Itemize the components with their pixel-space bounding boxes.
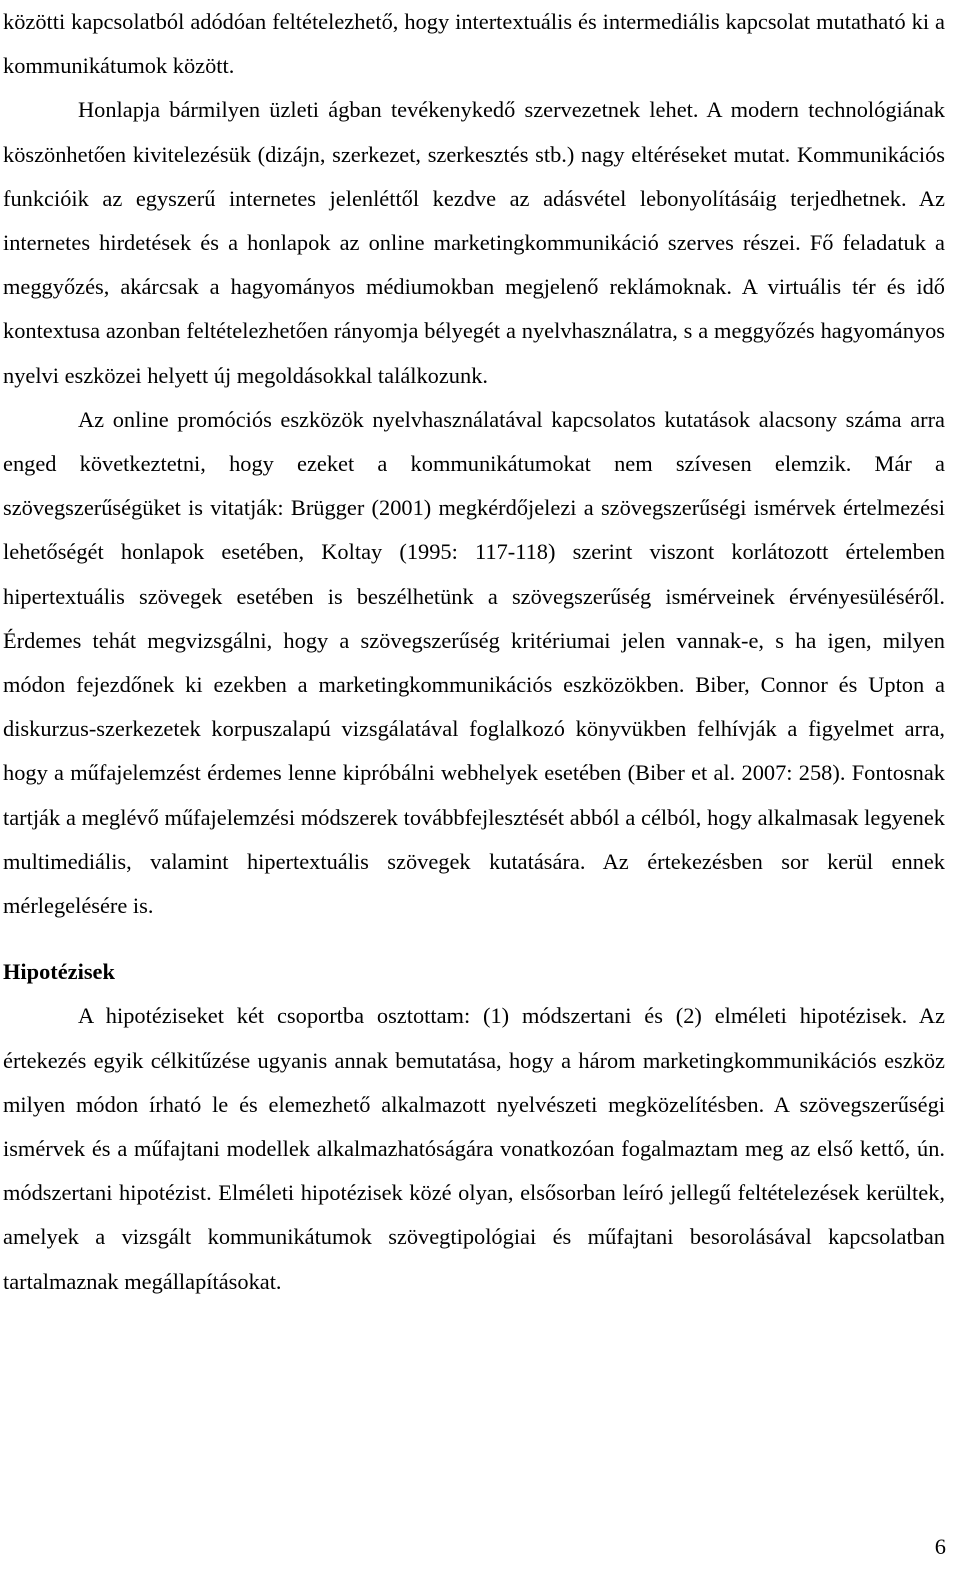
page-number: 6 — [934, 1534, 946, 1559]
section-heading: Hipotézisek — [3, 959, 115, 985]
document-body — [3, 0, 945, 1304]
paragraph-websites: Honlapja bármilyen üzleti ágban tevékenykedő szervezetnek lehet. A modern technológiának köszönhetően kivitelezésük (dizájn, szerkezet, szerkesztés stb.) nagy eltéréseket mutat. Kommunikációs funkcióik az egyszerű internetes jelenléttől kezdve az adásvétel lebonyolításáig terjedhetnek. Az internetes hirdetések és a honlapok az online marketingkommunikáció szerves részei. Fő feladatuk a meggyőzés, akárcsak a hagyományos médiumokban megjelenő reklámoknak. A virtuális tér és idő kontextusa azonban feltételezhetően rányomja bélyegét a nyelvhasználatra, s a meggyőzés hagyományos nyelvi eszközei helyett új megoldásokkal találkozunk. — [3, 97, 945, 388]
paragraph-continuation: közötti kapcsolatból adódóan feltételezhető, hogy intertextuális és intermediális kapcsolat mutatható ki a kommunikátumok között. — [3, 9, 945, 79]
paragraph-hypotheses: A hipotéziseket két csoportba osztottam: (1) módszertani és (2) elméleti hipotézisek. Az értekezés egyik célkitűzése ugyanis annak bemutatása, hogy a három marketingkommunikációs eszköz milyen módon írható le és elemezhető alkalmazott nyelvészeti megközelítésben. A szövegszerűségi ismérvek és a műfajtani modellek alkalmazhatóságára vonatkozóan fogalmaztam meg az első kettő, ún. módszertani hipotézist. Elméleti hipotézisek közé olyan, elsősorban leíró jellegű feltételezések kerültek, amelyek a vizsgált kommunikátumok szövegtipológiai és műfajtani besorolásával kapcsolatban tartalmaznak megállapításokat. — [3, 1003, 945, 1294]
paragraph-research: Az online promóciós eszközök nyelvhasználatával kapcsolatos kutatások alacsony száma arra enged következtetni, hogy ezeket a kommunikátumokat nem szívesen elemzik. Már a szövegszerűségüket is vitatják: Brügger (2001) megkérdőjelezi a szövegszerűségi ismérvek értelmezési lehetőségét honlapok esetében, Koltay (1995: 117-118) szerint viszont korlátozott értelemben hipertextuális szövegek esetében is beszélhetünk a szövegszerűség ismérveinek érvényesüléséről. Érdemes tehát megvizsgálni, hogy a szövegszerűség kritériumai jelen vannak-e, s ha igen, milyen módon fejezdőnek ki ezekben a marketingkommunikációs eszközökben. Biber, Connor és Upton a diskurzus-szerkezetek korpuszalapú vizsgálatával foglalkozó könyvükben felhívják a figyelmet arra, hogy a műfajelemzést érdemes lenne kipróbálni webhelyek esetében (Biber et al. 2007: 258). Fontosnak tartják a meglévő műfajelemzési módszerek továbbfejlesztését abból a célból, hogy alkalmasak legyenek multimediális, valamint hipertextuális szövegek kutatására. Az értekezésben sor kerül ennek mérlegelésére is. — [3, 406, 945, 919]
